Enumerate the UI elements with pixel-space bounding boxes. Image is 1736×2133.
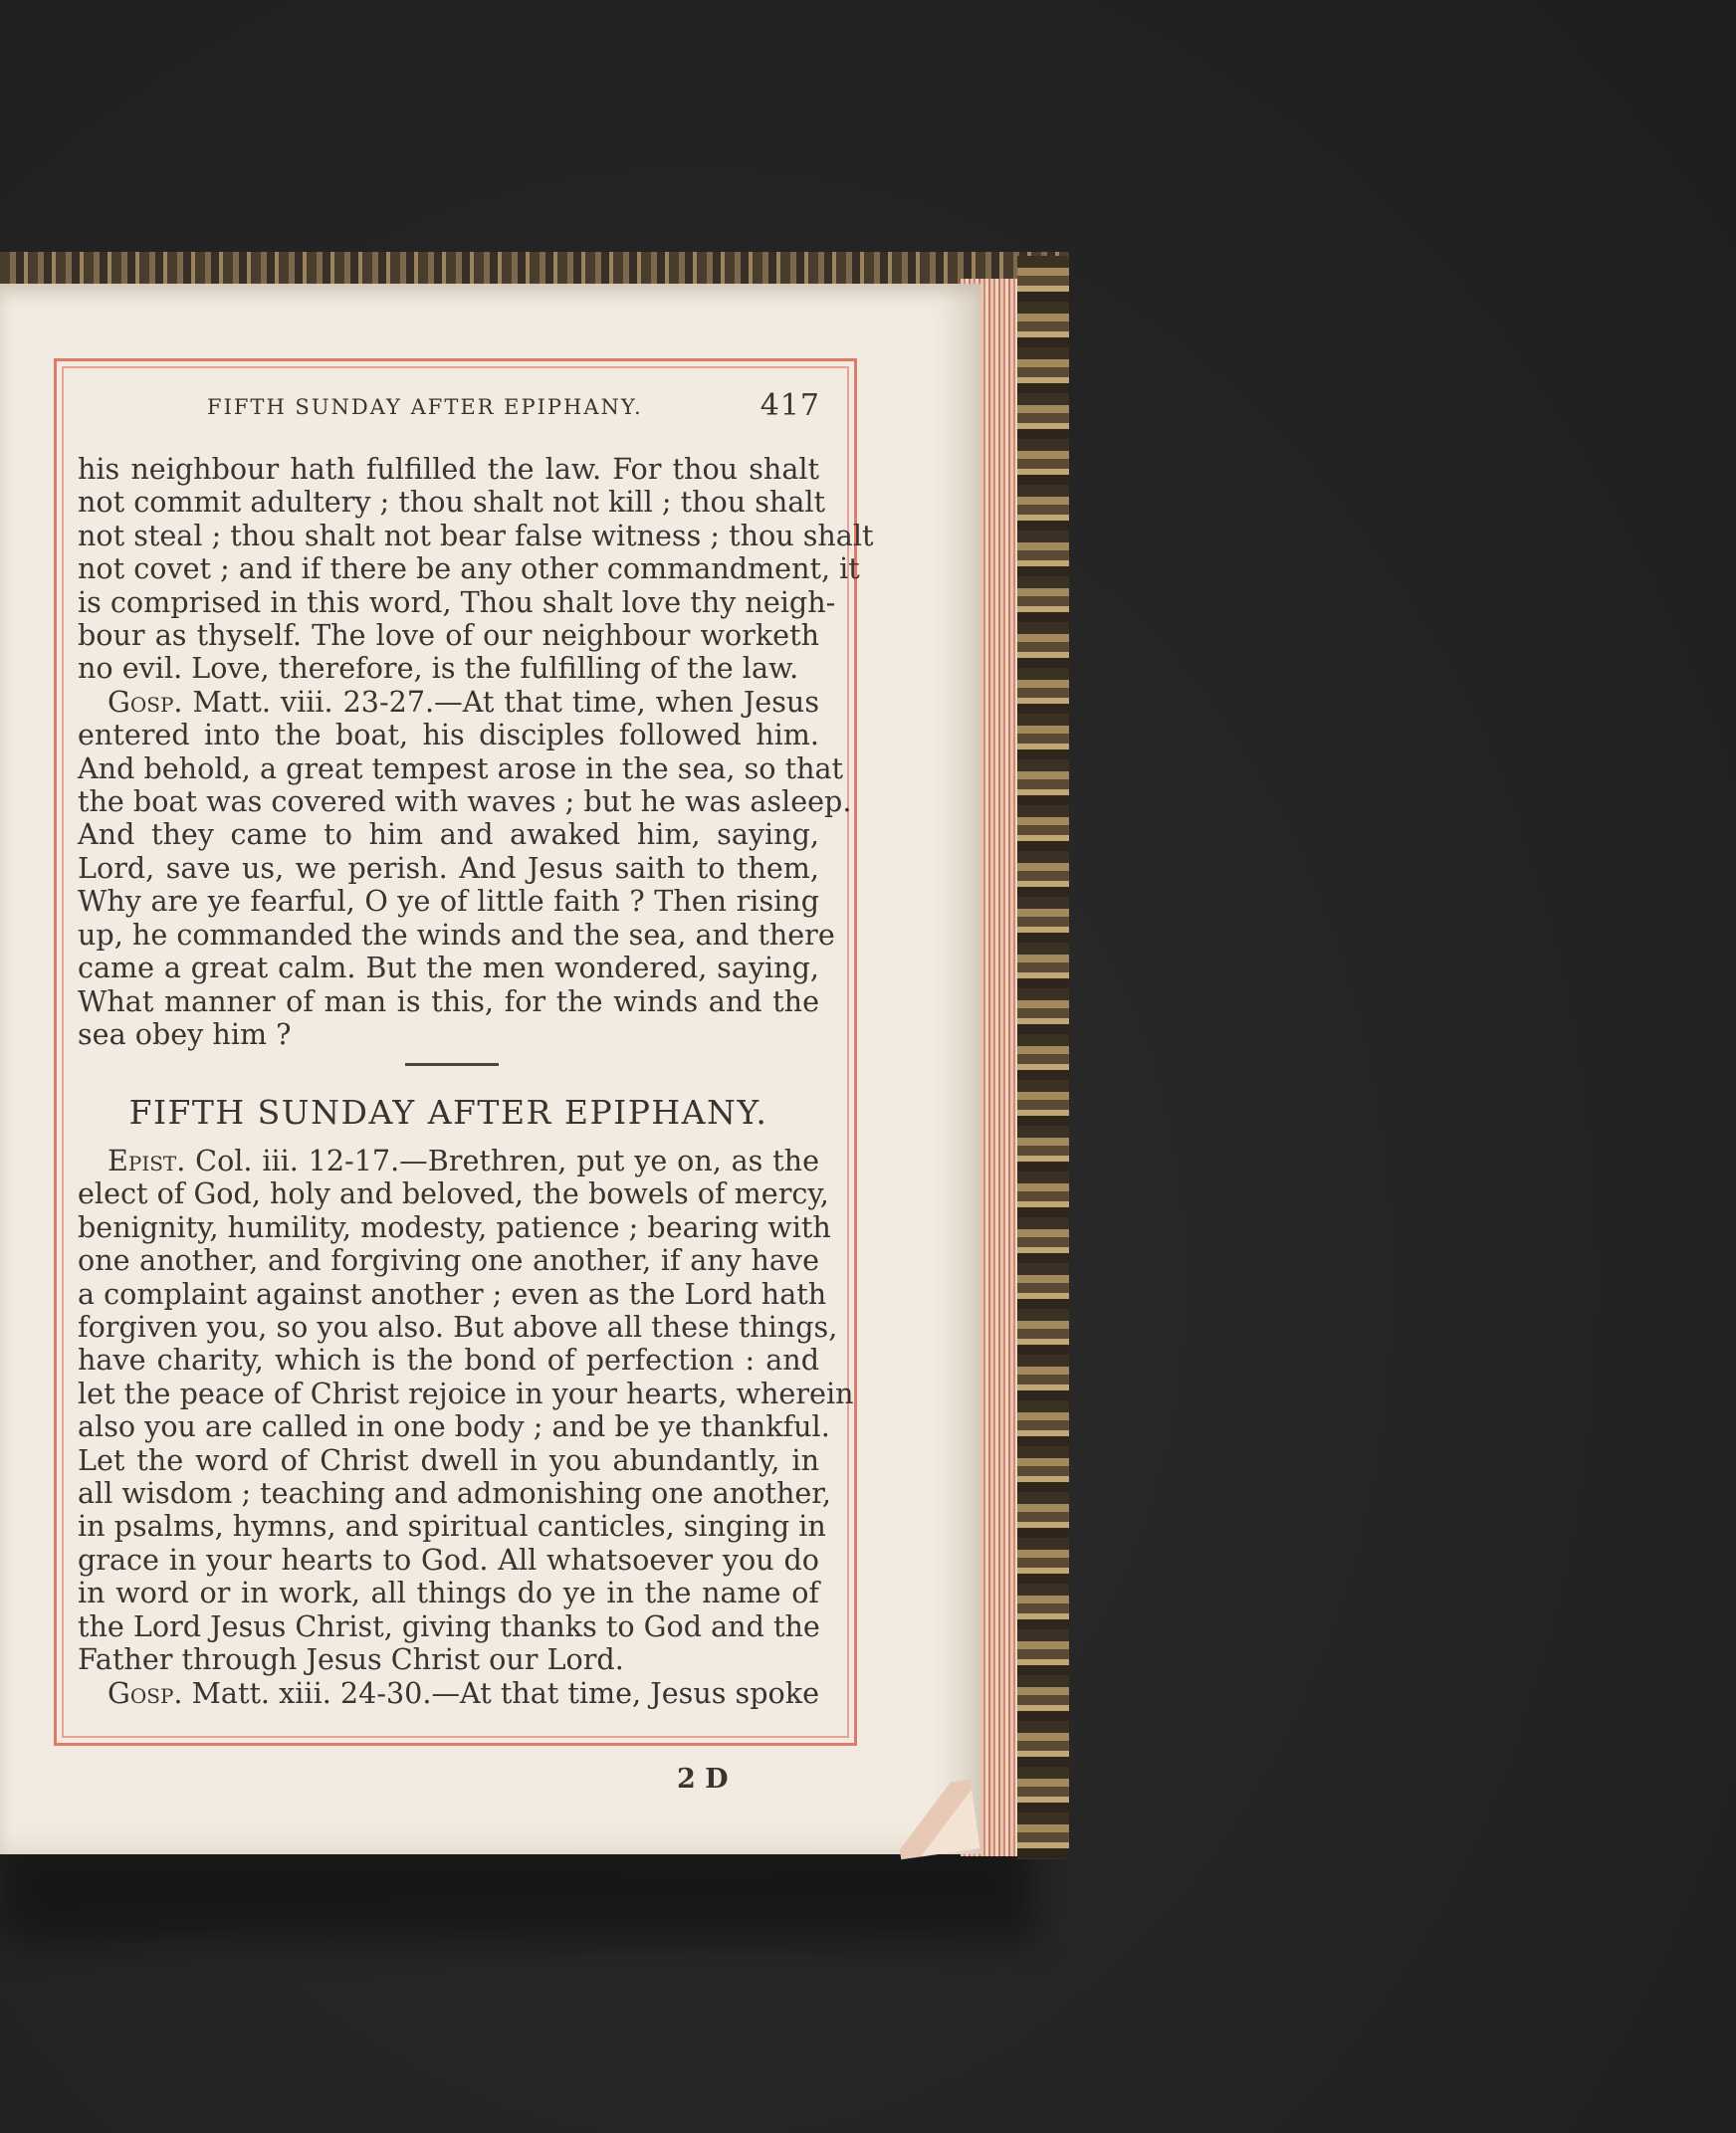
paragraph-gospel-2 [78,1677,819,1710]
gilt-fore-edge [1017,256,1069,1859]
epistle-label: Epist. [108,1144,186,1177]
text-line: in psalms, hymns, and spiritual canticles, singing in [78,1509,826,1544]
text-line: elect of God, holy and beloved, the bowels of mercy, [78,1176,829,1211]
text-line: Father through Jesus Christ our Lord. [78,1642,624,1677]
text-line: bour as thyself. The love of our neighbour worketh [78,618,819,653]
text-line: What manner of man is this, for the winds and the [78,983,819,1018]
signature-mark: 2 D [677,1764,729,1795]
text-line: have charity, which is the bond of perfection : and [78,1343,819,1378]
epistle-reference: Col. iii. 12-17.—Brethren, put ye on, as the [185,1144,819,1177]
text-line [78,1677,819,1710]
text-line: up, he commanded the winds and the sea, and there [78,917,835,952]
text-line [78,686,819,719]
text-line: Let the word of Christ dwell in you abundantly, in [78,1442,819,1477]
gospel-label: Gosp. [108,1675,183,1710]
text-line: forgiven you, so you also. But above all these things, [78,1310,838,1345]
running-head [149,390,826,430]
text-line: also you are called in one body ; and be ye thankful. [78,1409,830,1444]
text-line: And they came to him and awaked him, saying, [78,817,819,852]
section-divider [405,1063,499,1066]
gospel-reference: Matt. viii. 23-27.—At that time, when Jesus [182,684,819,719]
text-line: came a great calm. But the men wondered, saying, [78,951,819,985]
text-line: not steal ; thou shalt not bear false witness ; thou shalt [78,518,874,552]
text-line: sea obey him ? [78,1016,292,1051]
running-head-title: FIFTH SUNDAY AFTER EPIPHANY. [207,395,643,419]
text-line: benignity, humility, modesty, patience ; bearing with [78,1209,831,1244]
paragraph-epistle [78,1144,854,1677]
text-line: is comprised in this word, Thou shalt love thy neigh- [78,584,836,619]
dog-eared-corner [892,1780,980,1859]
text-line: not covet ; and if there be any other commandment, it [78,551,860,586]
text-line: not commit adultery ; thou shalt not kill ; thou shalt [78,485,826,520]
paragraph-law [78,452,874,686]
text-line: Why are ye fearful, O ye of little faith ? Then rising [78,884,819,919]
text-line: the Lord Jesus Christ, giving thanks to God and the [78,1608,820,1643]
text-line: no evil. Love, therefore, is the fulfilling of the law. [78,651,799,686]
paragraph-gospel-1 [78,684,852,1051]
text-block-bottom [78,1144,854,1710]
text-line: Lord, save us, we perish. And Jesus saith to them, [78,850,819,885]
text-line [78,1145,819,1177]
text-block-top [78,452,874,1051]
text-line: entered into the boat, his disciples followed him. [78,718,819,752]
page-number: 417 [760,388,820,423]
text-line: one another, and forgiving one another, if any have [78,1243,819,1278]
text-line: his neighbour hath fulfilled the law. For thou shalt [78,452,819,486]
text-line: grace in your hearts to God. All whatsoever you do [78,1542,819,1577]
text-line: a complaint against another ; even as the Lord hath [78,1276,827,1311]
gospel-label: Gosp. [108,684,183,719]
text-line: let the peace of Christ rejoice in your hearts, wherein [78,1376,854,1410]
text-line: the boat was covered with waves ; but he was asleep. [78,784,852,819]
gospel-reference: Matt. xiii. 24-30.—At that time, Jesus spoke [182,1675,819,1710]
text-line: in word or in work, all things do ye in the name of [78,1576,819,1610]
text-line: all wisdom ; teaching and admonishing one another, [78,1476,831,1511]
section-title: FIFTH SUNDAY AFTER EPIPHANY. [128,1093,768,1132]
text-line: And behold, a great tempest arose in the sea, so that [78,750,844,785]
